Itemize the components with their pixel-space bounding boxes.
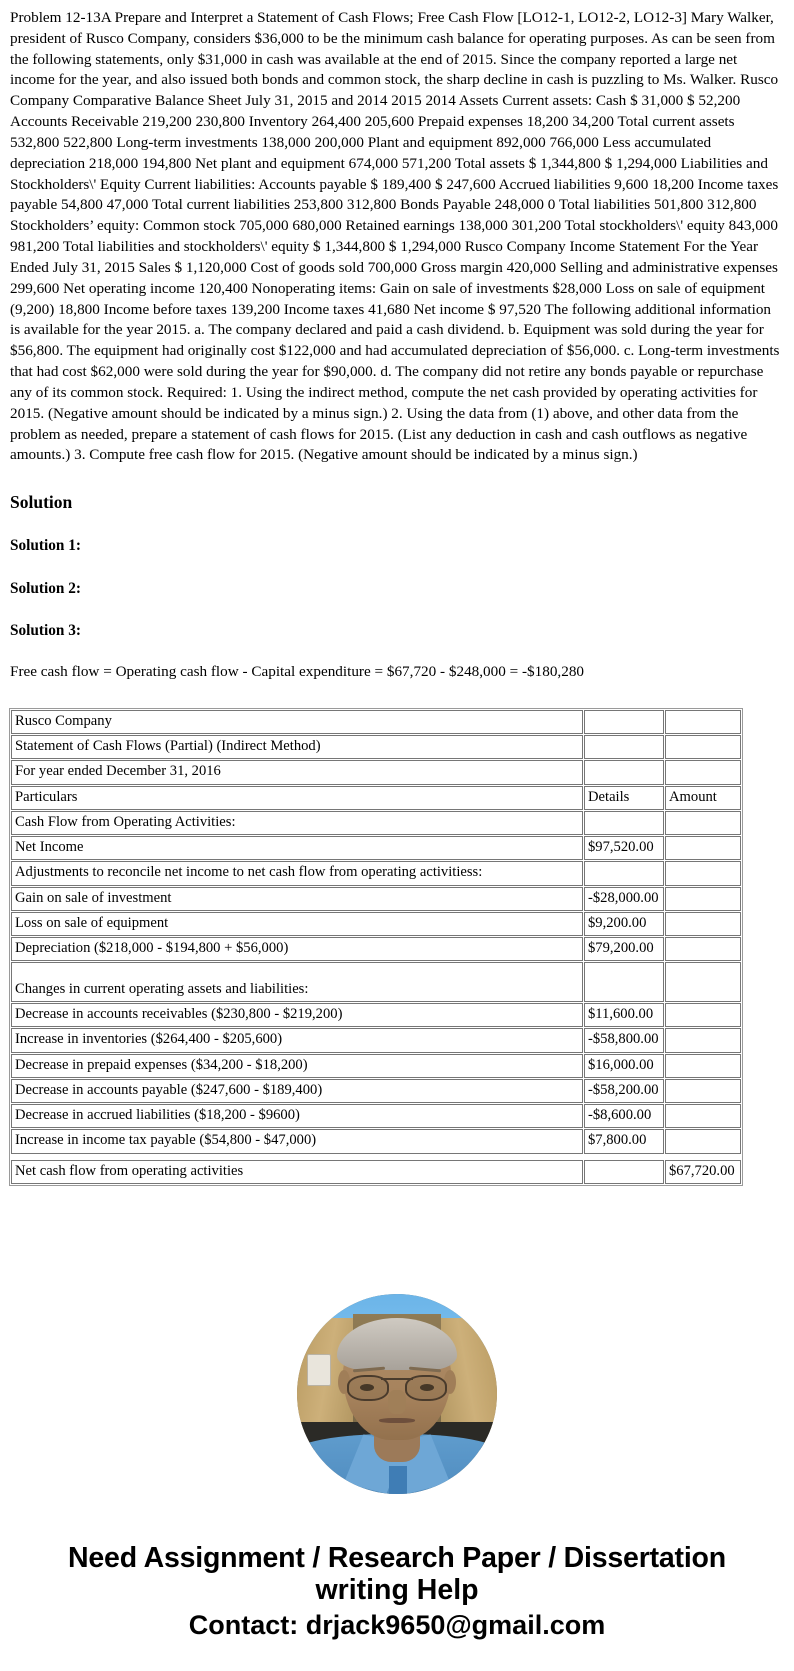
cell-particulars: Loss on sale of equipment [11, 912, 583, 936]
cell-particulars: Decrease in accounts payable ($247,600 - $189,400) [11, 1079, 583, 1103]
cell-details: $79,200.00 [584, 937, 664, 961]
empty-cell [584, 710, 664, 734]
solution-1-heading: Solution 1: [10, 537, 81, 555]
separator-cell [11, 1155, 583, 1159]
table-total-row [11, 1160, 741, 1184]
table-title-row-1 [11, 710, 741, 734]
table-total-separator [11, 1155, 741, 1159]
cell-total-particulars: Net cash flow from operating activities [11, 1160, 583, 1184]
footer-line-3: Contact: drjack9650@gmail.com [188, 1609, 606, 1640]
footer-line-2: writing Help [315, 1573, 479, 1606]
cell-details: $9,200.00 [584, 912, 664, 936]
table-row [11, 1054, 741, 1078]
empty-cell [665, 760, 741, 784]
cell-details: -$58,800.00 [584, 1028, 664, 1052]
cell-amount [665, 861, 741, 885]
cell-amount [665, 887, 741, 911]
cell-amount [665, 1028, 741, 1052]
avatar-glasses-bridge [381, 1378, 413, 1380]
table-row [11, 1028, 741, 1052]
cell-amount [665, 962, 741, 1002]
cell-particulars: Changes in current operating assets and liabilities: [11, 962, 583, 1002]
avatar [297, 1294, 497, 1494]
company-name-cell: Rusco Company [11, 710, 583, 734]
table-row [11, 836, 741, 860]
cell-particulars: Increase in inventories ($264,400 - $205,600) [11, 1028, 583, 1052]
cell-amount [665, 1104, 741, 1128]
cell-amount [665, 1079, 741, 1103]
empty-cell [584, 735, 664, 759]
cell-amount [665, 1129, 741, 1153]
cell-details: $97,520.00 [584, 836, 664, 860]
table-row [11, 887, 741, 911]
table-header-row [11, 786, 741, 810]
avatar-nose [388, 1390, 406, 1414]
solution-2-heading: Solution 2: [10, 579, 81, 597]
column-header-amount: Amount [665, 786, 741, 810]
table-row [11, 861, 741, 885]
avatar-background-switchplate [307, 1354, 331, 1386]
solution-3-heading: Solution 3: [10, 621, 81, 639]
cell-particulars: Decrease in prepaid expenses ($34,200 - $18,200) [11, 1054, 583, 1078]
separator-cell [584, 1155, 664, 1159]
statement-name-cell: Statement of Cash Flows (Partial) (Indirect Method) [11, 735, 583, 759]
separator-cell [665, 1155, 741, 1159]
footer-contact-block [0, 1543, 794, 1671]
cell-details [584, 861, 664, 885]
avatar-mouth [379, 1418, 415, 1423]
statement-of-cash-flows-table-wrap [9, 708, 743, 1186]
cell-particulars: Net Income [11, 836, 583, 860]
column-header-particulars: Particulars [11, 786, 583, 810]
table-row [11, 962, 741, 1002]
avatar-tie [389, 1466, 407, 1494]
table-row [11, 1079, 741, 1103]
cell-particulars: Adjustments to reconcile net income to net cash flow from operating activitiess: [11, 861, 583, 885]
cell-amount [665, 912, 741, 936]
cell-details: $16,000.00 [584, 1054, 664, 1078]
table-row [11, 1003, 741, 1027]
cell-details: $7,800.00 [584, 1129, 664, 1153]
table-row [11, 1129, 741, 1153]
cell-details: $11,600.00 [584, 1003, 664, 1027]
table-title-row-3 [11, 760, 741, 784]
cell-particulars: Depreciation ($218,000 - $194,800 + $56,000) [11, 937, 583, 961]
table-row [11, 937, 741, 961]
cell-particulars: Decrease in accrued liabilities ($18,200 - $9600) [11, 1104, 583, 1128]
table-row [11, 1104, 741, 1128]
cell-total-details [584, 1160, 664, 1184]
free-cash-flow-calculation: Free cash flow = Operating cash flow - Capital expenditure = $67,720 - $248,000 = -$180,280 [10, 663, 585, 681]
table-row [11, 912, 741, 936]
cell-details: -$8,600.00 [584, 1104, 664, 1128]
cell-details: -$28,000.00 [584, 887, 664, 911]
cell-amount [665, 937, 741, 961]
cell-amount [665, 836, 741, 860]
table-title-row-2 [11, 735, 741, 759]
table-row [11, 811, 741, 835]
cell-particulars: Gain on sale of investment [11, 887, 583, 911]
footer-line-1: Need Assignment / Research Paper / Dissertation [68, 1541, 726, 1574]
problem-statement-block [0, 0, 794, 466]
cell-amount [665, 811, 741, 835]
cell-particulars: Increase in income tax payable ($54,800 - $47,000) [11, 1129, 583, 1153]
cell-particulars: Decrease in accounts receivables ($230,800 - $219,200) [11, 1003, 583, 1027]
cell-details [584, 811, 664, 835]
cell-amount [665, 1003, 741, 1027]
solution-heading: Solution [10, 492, 73, 513]
table-body [11, 710, 741, 810]
empty-cell [584, 760, 664, 784]
cell-details [584, 962, 664, 1002]
solution-section [0, 492, 794, 682]
cell-particulars: Cash Flow from Operating Activities: [11, 811, 583, 835]
empty-cell [665, 710, 741, 734]
statement-of-cash-flows-table [9, 708, 743, 1186]
period-cell: For year ended December 31, 2016 [11, 760, 583, 784]
column-header-details: Details [584, 786, 664, 810]
cell-details: -$58,200.00 [584, 1079, 664, 1103]
empty-cell [665, 735, 741, 759]
problem-statement-text: Problem 12-13A Prepare and Interpret a Statement of Cash Flows; Free Cash Flow [LO12-1, LO12-2, LO12-3] Mary Walker, president of Rusco Company, considers $36,000 to be the minimum cash balance for operating purposes. As can be seen from the following statements, only $31,000 in cash was available at the end of 2015. Since the company reported a large net income for the year, and also issued both bonds and common stock, the sharp decline in cash is puzzling to Ms. Walker. Rusco Company Comparative Balance Sheet July 31, 2015 and 2014 2015 2014 Assets Current assets: Cash $ 31,000 $ 52,200 Accounts Receivable 219,200 230,800 Inventory 264,400 205,600 Prepaid expenses 18,200 34,200 Total current assets 532,800 522,800 Long-term investments 138,000 200,000 Plant and equipment 892,000 766,000 Less accumulated depreciation 218,000 194,800 Net plant and equipment 674,000 571,200 Total assets $ 1,344,800 $ 1,294,000 Liabilities and Stockholders\' Equity Current liabilities: Accounts payable $ 189,400 $ 247,600 Accrued liabilities 9,600 18,200 Income taxes payable 54,800 47,000 Total current liabilities 253,800 312,800 Bonds Payable 248,000 0 Total liabilities 501,800 312,800 Stockholders’ equity: Common stock 705,000 680,000 Retained earnings 138,000 301,200 Total stockholders\' equity 843,000 981,200 Total liabilities and stockholders\' equity $ 1,344,800 $ 1,294,000 Rusco Company Income Statement For the Year Ended July 31, 2015 Sales $ 1,120,000 Cost of goods sold 700,000 Gross margin 420,000 Selling and administrative expenses 299,600 Net operating income 120,400 Nonoperating items: Gain on sale of investments $28,000 Loss on sale of equipment (9,200) 18,800 Income before taxes 139,200 Income taxes 41,680 Net income $ 97,520 The following additional information is available for the year 2015. a. The company declared and paid a cash dividend. b. Equipment was sold during the year for $56,800. The equipment had originally cost $122,000 and had accumulated depreciation of $56,000. c. Long-term investments that had cost $62,000 were sold during the year for $90,000. d. The company did not retire any bonds payable or repurchase any of its common stock. Required: 1. Using the indirect method, compute the net cash provided by operating activities for 2015. (Negative amount should be indicated by a minus sign.) 2. Using the data from (1) above, and other data from the problem as needed, prepare a statement of cash flows for 2015. (List any deduction in cash and cash outflows as negative amounts.) 3. Compute free cash flow for 2015. (Negative amount should be indicated by a minus sign.) [10, 9, 780, 464]
cell-total-amount: $67,720.00 [665, 1160, 741, 1184]
avatar-area [0, 1294, 794, 1499]
cell-amount [665, 1054, 741, 1078]
